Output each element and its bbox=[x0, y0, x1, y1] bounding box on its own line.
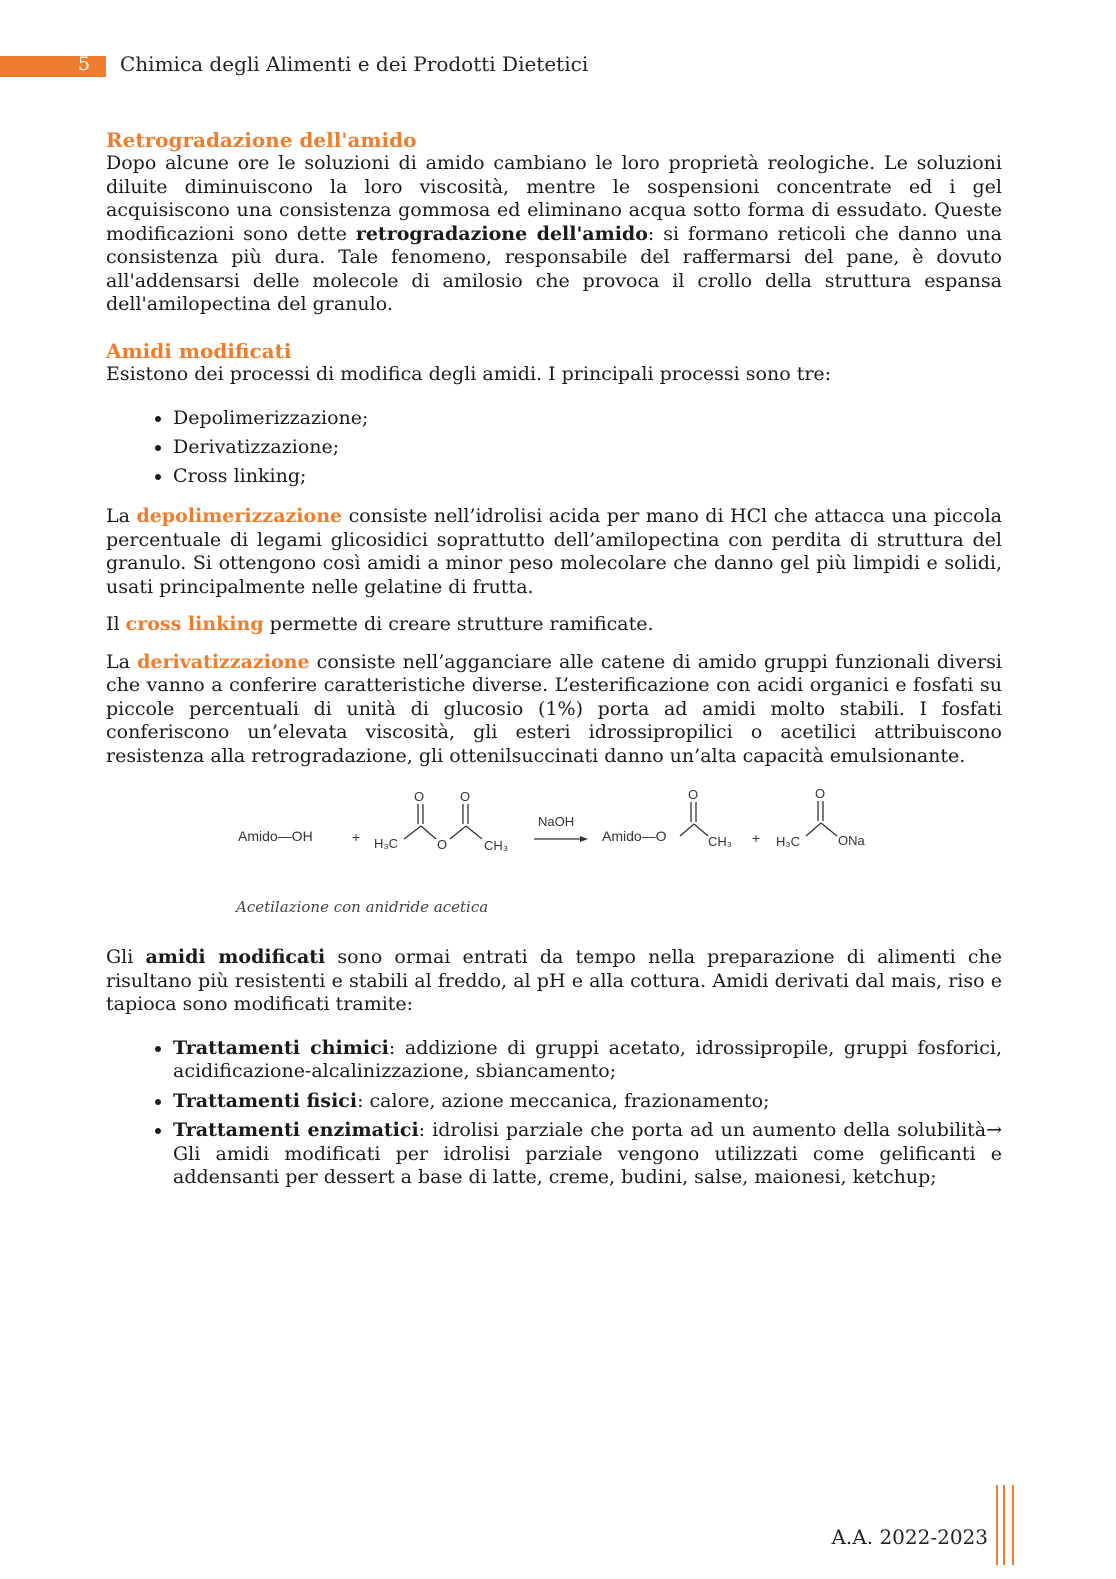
page-content bbox=[106, 128, 1002, 1190]
paragraph-retrogradazione bbox=[106, 152, 1002, 317]
bold-term: amidi modificati bbox=[145, 946, 326, 968]
highlight-term: depolimerizzazione bbox=[136, 505, 343, 527]
section-heading-retrogradazione: Retrogradazione dell'amido bbox=[106, 128, 417, 152]
acetate-bonds bbox=[806, 801, 837, 836]
figure-caption: Acetilazione con anidride acetica bbox=[236, 898, 489, 916]
ester-bonds bbox=[680, 802, 708, 836]
text-run: Dopo alcune ore le soluzioni di amido cambiano le loro proprietà reologiche. Le soluzioni diluite diminuiscono la loro viscosità, mentre le sospensioni concentrate ed i gel acquisiscono una consistenza gommosa ed eliminano acqua sotto forma di essudato. Queste modificazioni sono dette bbox=[106, 152, 1002, 245]
list-item: • Depolimerizzazione; bbox=[173, 404, 1002, 433]
highlight-term: cross linking bbox=[125, 613, 264, 635]
anhydride-ch3: CH₃ bbox=[484, 838, 509, 853]
treatment-text: : idrolisi parziale che porta ad un aumento della solubilità→ Gli amidi modificati per idrolisi parziale vengono utilizzati come gelificanti e addensanti per dessert a base di latte, creme, budini, salse, maionesi, ketchup; bbox=[173, 1119, 1002, 1188]
list-item bbox=[173, 1119, 1002, 1190]
acetate-h3c: H₃C bbox=[776, 834, 801, 849]
paragraph-derivatizzazione bbox=[106, 651, 1002, 769]
plus-sign-2: + bbox=[752, 830, 761, 846]
reaction-scheme bbox=[226, 786, 886, 886]
reactant-amido-oh: Amido—OH bbox=[238, 828, 313, 844]
acetate-ona: ONa bbox=[838, 833, 865, 848]
list-item bbox=[173, 1037, 1002, 1084]
section-heading-amidi-modificati: Amidi modificati bbox=[106, 338, 292, 363]
list-item: • Derivatizzazione; bbox=[173, 433, 1002, 462]
anhydride-o2: O bbox=[460, 789, 471, 804]
reaction-figure bbox=[106, 786, 1002, 946]
header-accent-bar bbox=[0, 56, 106, 77]
treatment-term: Trattamenti chimici bbox=[173, 1036, 389, 1059]
text-run: La bbox=[106, 650, 138, 673]
anhydride-h3c: H₃C bbox=[374, 836, 399, 851]
running-header-title: Chimica degli Alimenti e dei Prodotti Dietetici bbox=[120, 52, 589, 76]
text-run: permette di creare strutture ramificate. bbox=[263, 613, 654, 635]
treatment-text: : addizione di gruppi acetato, idrossipropile, gruppi fosforici, acidificazione-alcalinizzazione, sbiancamento; bbox=[173, 1036, 1003, 1082]
treatment-term: Trattamenti enzimatici bbox=[173, 1119, 419, 1141]
reaction-arrow bbox=[534, 836, 588, 842]
footer-decorative-lines bbox=[996, 1485, 1014, 1565]
treatment-text: : calore, azione meccanica, frazionamento; bbox=[357, 1089, 770, 1112]
process-list bbox=[106, 404, 1002, 491]
footer-academic-year: A.A. 2022-2023 bbox=[831, 1525, 988, 1549]
list-item bbox=[173, 1090, 1002, 1114]
text-run: : si formano reticoli che danno una consistenza più dura. Tale fenomeno, responsabile del raffermarsi del pane, è dovuto all'addensarsi delle molecole di amilosio che provoca il crollo della struttura espansa dell'amilopectina del granulo. bbox=[106, 222, 1002, 315]
anhydride-bonds bbox=[404, 804, 482, 839]
text-run: sono ormai entrati da tempo nella preparazione di alimenti che risultano più resistenti e stabili al freddo, al pH e alla cottura. Amidi derivati dal mais, riso e tapioca sono modificati tramite: bbox=[106, 946, 1003, 1015]
text-run: Gli bbox=[106, 946, 146, 968]
treatment-term: Trattamenti fisici bbox=[173, 1089, 358, 1112]
highlight-term: derivatizzazione bbox=[137, 650, 310, 673]
paragraph-intro: Esistono dei processi di modifica degli amidi. I principali processi sono tre: bbox=[106, 362, 832, 385]
bold-term: retrogradazione dell'amido bbox=[355, 222, 648, 245]
product-ch3: CH₃ bbox=[708, 834, 733, 849]
paragraph-amidi-modificati-alimenti bbox=[106, 946, 1002, 1017]
list-item: • Cross linking; bbox=[173, 462, 1002, 491]
paragraph-depolimerizzazione bbox=[106, 505, 1002, 599]
plus-sign: + bbox=[352, 829, 361, 845]
text-run: consiste nell’agganciare alle catene di amido gruppi funzionali diversi che vanno a conferire caratteristiche diverse. L’esterificazione con acidi organici e fosfati su piccole percentuali di unità di glucosio (1%) porta ad amidi molto stabili. I fosfati conferiscono un’elevata viscosità, gli esteri idrossipropilici o acetilici attribuiscono resistenza alla retrogradazione, gli ottenilsuccinati danno un’alta capacità emulsionante. bbox=[106, 650, 1002, 767]
treatments-list bbox=[106, 1037, 1002, 1190]
paragraph-cross-linking bbox=[106, 613, 1002, 637]
text-run: consiste nell’idrolisi acida per mano di HCl che attacca una piccola percentuale di legami glicosidici soprattutto dell’amilopectina con perdita di struttura del granulo. Si ottengono così amidi a minor peso molecolare che danno gel più limpidi e solidi, usati principalmente nelle gelatine di frutta. bbox=[106, 505, 1002, 598]
product-amido-o: Amido—O bbox=[602, 828, 667, 844]
anhydride-o1: O bbox=[414, 789, 425, 804]
acetate-o: O bbox=[815, 786, 826, 801]
text-run: La bbox=[106, 505, 137, 527]
reagent-naoh: NaOH bbox=[538, 814, 575, 829]
anhydride-o-bridge: O bbox=[437, 837, 448, 852]
ester-o: O bbox=[688, 787, 699, 802]
text-run: Il bbox=[106, 613, 126, 635]
page-number: 5 bbox=[78, 53, 91, 75]
